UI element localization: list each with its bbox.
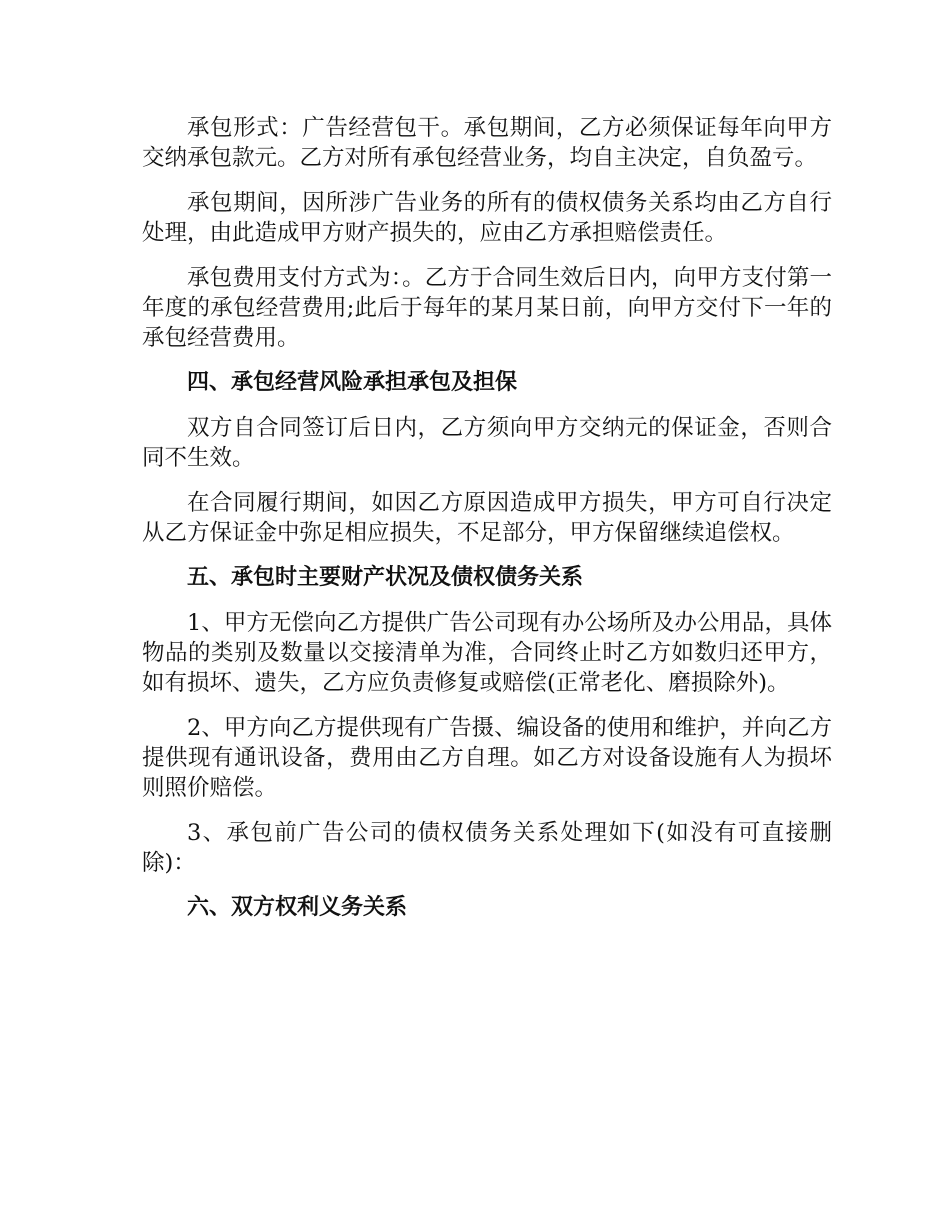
section-heading-4: 四、承包经营风险承担承包及担保 [187,370,518,395]
paragraph-office-items: 1、甲方无偿向乙方提供广告公司现有办公场所及办公用品，具体物品的类别及数量以交接清单为准，合同终止时乙方如数归还甲方，如有损坏、遗失，乙方应负责修复或赔偿(正常老化、磨损除外)。 [142,610,832,696]
paragraph-equipment: 2、甲方向乙方提供现有广告摄、编设备的使用和维护，并向乙方提供现有通讯设备，费用由乙方自理。如乙方对设备设施有人为损坏则照价赔偿。 [142,715,832,801]
section-heading-5: 五、承包时主要财产状况及债权债务关系 [187,565,584,590]
paragraph-payment-method: 承包费用支付方式为：。乙方于合同生效后日内，向甲方支付第一年度的承包经营费用;此后于每年的某月某日前，向甲方交付下一年的承包经营费用。 [142,265,832,351]
paragraph-debt-responsibility: 承包期间，因所涉广告业务的所有的债权债务关系均由乙方自行处理，由此造成甲方财产损失的，应由乙方承担赔偿责任。 [142,190,832,246]
paragraph-loss-compensation: 在合同履行期间，如因乙方原因造成甲方损失，甲方可自行决定从乙方保证金中弥足相应损失，不足部分，甲方保留继续追偿权。 [142,490,832,546]
section-heading-6: 六、双方权利义务关系 [187,895,408,920]
paragraph-deposit: 双方自合同签订后日内，乙方须向甲方交纳元的保证金，否则合同不生效。 [142,415,832,471]
document-page [142,113,832,938]
paragraph-prior-debts: 3、承包前广告公司的债权债务关系处理如下(如没有可直接删除)： [142,820,832,876]
paragraph-contract-form: 承包形式：广告经营包干。承包期间，乙方必须保证每年向甲方交纳承包款元。乙方对所有承包经营业务，均自主决定，自负盈亏。 [142,115,832,171]
